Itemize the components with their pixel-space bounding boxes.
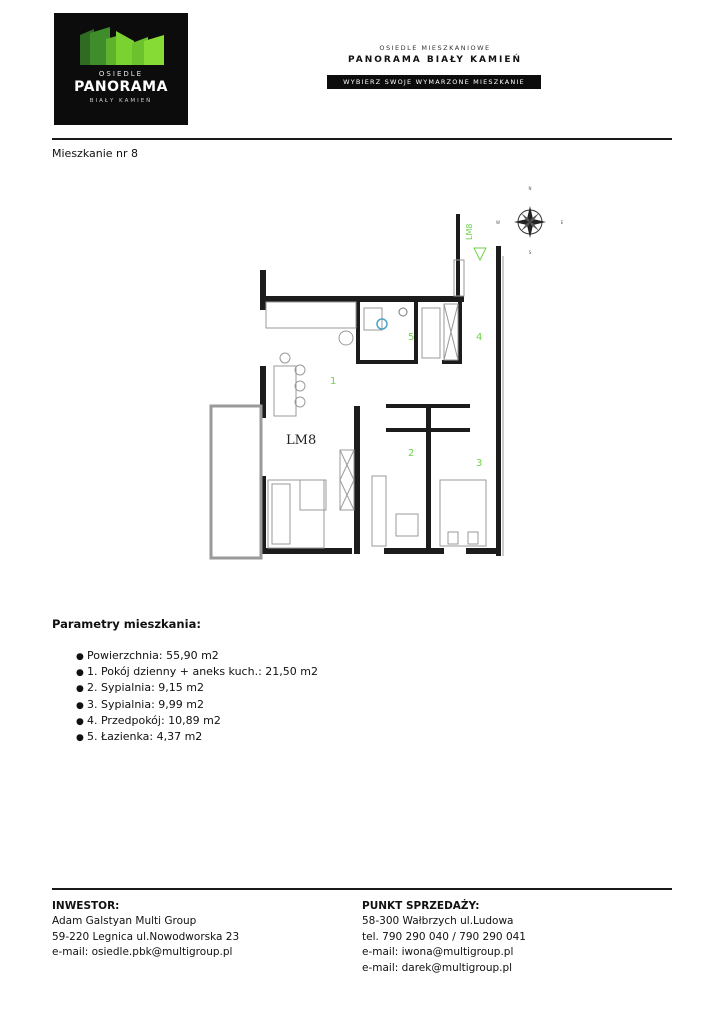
bullet-icon: ● — [76, 668, 84, 679]
parameters-title: Parametry mieszkania: — [52, 617, 201, 631]
compass-icon — [514, 206, 546, 238]
sales-email-darek[interactable]: e-mail: darek@multigroup.pl — [362, 961, 513, 974]
footer-divider — [52, 888, 672, 890]
bullet-icon: ● — [76, 652, 84, 662]
header-subtitle: OSIEDLE MIESZKANIOWE — [379, 44, 491, 52]
header-divider — [52, 138, 672, 140]
parameter-text: 2. Sypialnia: 9,15 m2 — [87, 681, 204, 695]
sales-email-iwona[interactable]: e-mail: iwona@multigroup.pl — [362, 946, 514, 958]
room-1-number: 1 — [330, 376, 337, 387]
investor-address: 59-220 Legnica ul.Nowodworska 23 — [52, 930, 240, 943]
parameter-text: 1. Pokój dzienny + aneks kuch.: 21,50 m2 — [87, 665, 318, 679]
parameter-text: 5. Łazienka: 4,37 m2 — [87, 729, 203, 743]
room-2-number: 2 — [408, 448, 415, 459]
floor-plan — [200, 180, 580, 570]
parameter-text: 3. Sypialnia: 9,99 m2 — [87, 697, 204, 711]
room-5-number: 5 — [408, 332, 415, 343]
list-item — [76, 729, 318, 745]
sales-phone[interactable]: tel. 790 290 040 / 790 290 041 — [362, 930, 526, 943]
investor-name: Adam Galstyan Multi Group — [52, 915, 197, 927]
list-item — [76, 697, 318, 713]
investor-email[interactable]: e-mail: osiedle.pbk@multigroup.pl — [52, 946, 233, 958]
bullet-icon: ● — [76, 684, 84, 695]
sales-heading: PUNKT SPRZEDAŻY: — [362, 900, 480, 912]
list-item — [76, 713, 318, 729]
room-3-number: 3 — [476, 458, 483, 469]
list-item — [76, 664, 318, 680]
list-item — [76, 648, 318, 664]
room-4-number: 4 — [476, 332, 483, 343]
logo — [54, 13, 188, 125]
header-tagline: WYBIERZ SWOJE WYMARZONE MIESZKANIE — [327, 75, 541, 89]
compass-s: S — [528, 250, 532, 255]
compass-w: W — [496, 220, 500, 225]
logo-skyline-graphic — [54, 13, 188, 125]
compass-e: E — [560, 220, 564, 225]
logo-main-text: PANORAMA — [74, 79, 168, 95]
bullet-icon: ● — [76, 716, 84, 727]
unit-label: LM8 — [286, 433, 317, 448]
parameters-list — [76, 648, 318, 745]
investor-heading: INWESTOR: — [52, 900, 120, 912]
bullet-icon: ● — [76, 700, 84, 711]
header-title: PANORAMA BIAŁY KAMIEŃ — [348, 55, 522, 65]
bullet-icon: ● — [76, 732, 84, 743]
investor-block — [52, 899, 239, 961]
sales-block — [362, 899, 526, 976]
parameter-text: 4. Przedpokój: 10,89 m2 — [87, 713, 221, 727]
logo-top-text: OSIEDLE — [98, 70, 144, 78]
parameter-text: Powierzchnia: 55,90 m2 — [87, 649, 219, 662]
apartment-title: Mieszkanie nr 8 — [52, 147, 139, 160]
sales-address: 58-300 Wałbrzych ul.Ludowa — [362, 915, 514, 927]
list-item — [76, 680, 318, 696]
stair-label: LM8 — [465, 223, 474, 240]
compass-n: N — [528, 186, 532, 191]
logo-bottom-text: BIAŁY KAMIEŃ — [89, 98, 153, 104]
